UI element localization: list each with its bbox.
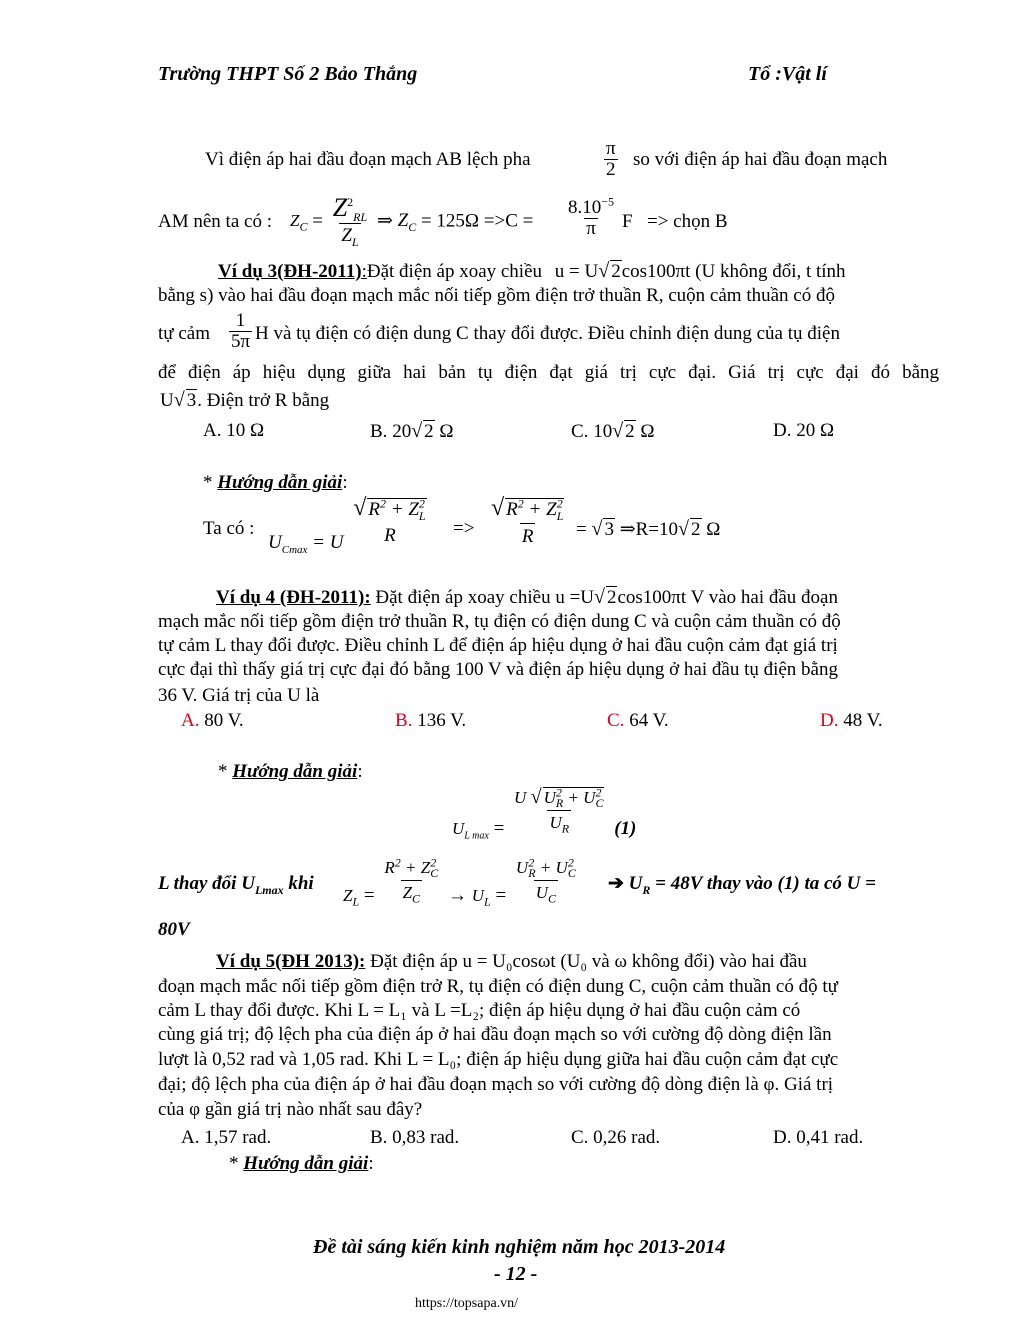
solution-4-line-lead: L thay đổi $U_{Lmax}$ khi (158, 873, 314, 897)
inductance-fraction: $\frac{1}{5\pi}$ (231, 310, 251, 352)
example-4-line2: mạch mắc nối tiếp gồm điện trở thuần R, tụ điện có điện dung C và cuộn cảm thuần có độ (158, 611, 841, 632)
example-3-line4: để điện áp hiệu dụng giữa hai bản tụ điện đạt giá trị cực đại. Giá trị cực đại đó bằng (158, 362, 939, 383)
intro-line1-tail: so với điện áp hai đầu đoạn mạch (633, 149, 888, 170)
pi-over-2-fraction: $\frac{\pi}{2}$ (606, 138, 616, 180)
example-3-line3b: H và tụ điện có điện dung C thay đổi được. Điều chỉnh điện dung của tụ điện (255, 323, 840, 344)
example-5-line1: Ví dụ 5(ĐH 2013): Đặt điện áp u = U₀cosωt (U₀ và ω không đổi) vào hai đầu (216, 951, 807, 972)
intro-line1: Vì điện áp hai đầu đoạn mạch AB lệch pha (205, 149, 531, 170)
example-3-option-d: D. 20 Ω (773, 420, 835, 441)
solution-3-arrow: => (453, 518, 475, 539)
example-5-line6: đại; độ lệch pha của điện áp ở hai đầu đoạn mạch so với cường độ dòng điện là φ. Giá trị (158, 1074, 834, 1095)
example-5-option-c: C. 0,26 rad. (571, 1127, 661, 1148)
header-department: Tổ :Vật lí (748, 63, 827, 85)
example-4-line3: tự cảm L thay đổi được. Điều chỉnh L để điện áp hiệu dụng ở hai đầu cuộn cảm đạt giá trị (158, 635, 838, 656)
zc-formula: $Z_C$ = $\frac{Z^2_{RL}}{Z_L}$ ⇒ $Z_C = 125\Omega =>C$ = (290, 193, 534, 249)
example-5-option-a: A. 1,57 rad. (181, 1127, 272, 1148)
example-4-line1: Ví dụ 4 (ĐH-2011): Đặt điện áp xoay chiều u =U√ 2cos100πt V vào hai đầu đoạn (216, 586, 838, 608)
page-number: - 12 - (494, 1263, 538, 1285)
example-5-line7: của φ gần giá trị nào nhất sau đây? (158, 1099, 423, 1120)
solution-3-result: = √ 3 ⇒R=10√ 2 Ω (576, 518, 721, 540)
example-3-option-a: A. 10 Ω (203, 420, 265, 441)
footer-url[interactable]: https://topsapa.vn/ (415, 1296, 519, 1311)
solution-3-taco: Ta có : (203, 518, 255, 539)
example-4-option-b: B. 136 V. (395, 710, 467, 731)
solution-5-heading: * Hướng dẫn giải: (229, 1153, 374, 1174)
example-4-line4: cực đại thì thấy giá trị cực đại đó bằng 100 V và điện áp hiệu dụng ở hai đầu tụ điện bằng (158, 659, 838, 680)
example-5-line4: cùng giá trị; độ lệch pha của điện áp ở hai đầu đoạn mạch so với cường độ dòng điện lần (158, 1024, 832, 1045)
ulmax-formula: $U_{L max}$ = $\frac{U √ U^2_R + U^2_C}{U_R}$ (1) (452, 785, 637, 842)
footer-title: Đề tài sáng kiến kinh nghiệm năm học 2013-2014 (313, 1236, 726, 1258)
example-4-line5: 36 V. Giá trị của U là (158, 685, 320, 706)
zl-relation-formula: $Z_L$ = $\frac{R^2 + Z^2_C}{Z_C}$ → $U_L$ = $\frac{U^2_R + U^2_C}{U_C}$ (343, 855, 576, 909)
example-5-line3: cảm L thay đổi được. Khi L = L₁ và L =L₂; điện áp hiệu dụng ở hai đầu cuộn cảm có (158, 1000, 801, 1021)
capacitance-fraction: $\frac{8.10^{-5}}{\pi}$ (568, 194, 615, 239)
intro-line2-label: AM nên ta có : (158, 211, 272, 232)
choose-answer: => chọn B (647, 211, 728, 232)
example-4-option-c: C. 64 V. (607, 710, 669, 731)
solution-3-heading: * Hướng dẫn giải: (203, 472, 348, 493)
example-3-line1: Ví dụ 3(ĐH-2011):Đặt điện áp xoay chiều u = U√ 2cos100πt (U không đổi, t tính (218, 260, 846, 282)
solution-4-result-value: 80V (158, 919, 190, 940)
solution-3-formula: $U_{Cmax} = U$ √ $R^2 + Z^2_L$ R (268, 495, 426, 557)
example-3-line5: U√ 3. Điện trở R bằng (160, 389, 330, 411)
solution-3-fraction2: $\frac{√ R^2 + Z^2_L}{R}$ (486, 495, 569, 550)
example-3-option-c: C. 10√ 2 Ω (571, 420, 655, 442)
farad-unit: F (622, 211, 633, 232)
example-4-option-a: A. 80 V. (181, 710, 244, 731)
solution-4-heading: * Hướng dẫn giải: (218, 761, 363, 782)
example-3-line3a: tự cảm (158, 323, 210, 344)
header-school: Trường THPT Số 2 Bảo Thắng (158, 63, 418, 85)
solution-4-result: ➔ $U_R = 48V$ thay vào (1) ta có U = (608, 873, 876, 897)
example-5-line2: đoạn mạch mắc nối tiếp gồm điện trở R, tụ điện có điện dung C, cuộn cảm thuần có độ tự (158, 976, 838, 997)
example-3-option-b: B. 20√ 2 Ω (370, 420, 454, 442)
example-3-line2: bằng s) vào hai đầu đoạn mạch mắc nối tiếp gồm điện trở thuần R, cuộn cảm thuần có độ (158, 285, 835, 306)
example-5-option-d: D. 0,41 rad. (773, 1127, 864, 1148)
example-4-option-d: D. 48 V. (820, 710, 883, 731)
example-5-option-b: B. 0,83 rad. (370, 1127, 460, 1148)
example-5-line5: lượt là 0,52 rad và 1,05 rad. Khi L = L₀; điện áp hiệu dụng giữa hai đầu cuộn cảm đạt cực (158, 1049, 839, 1070)
